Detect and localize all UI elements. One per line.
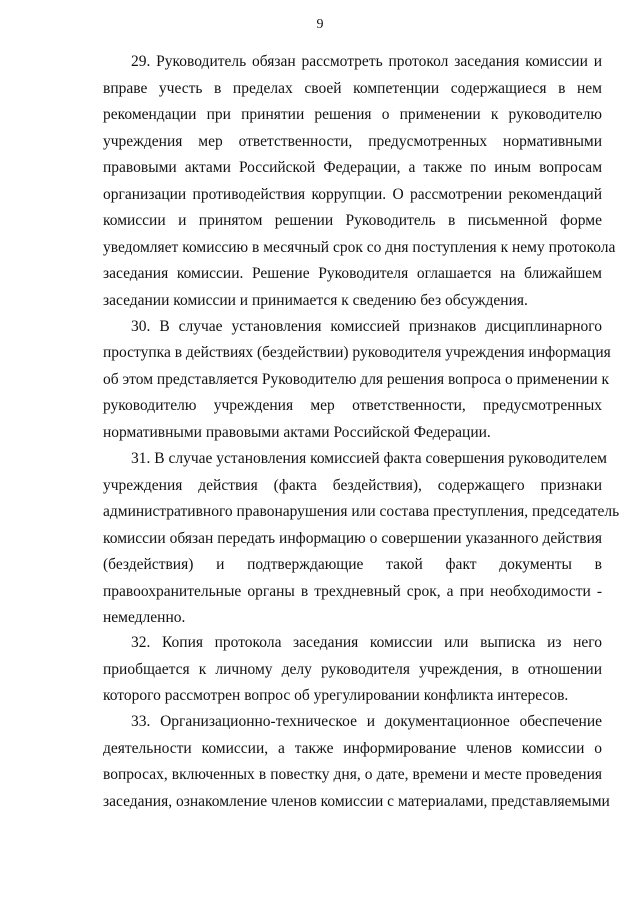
text-line: 31. В случае установления комиссией факта совершения руководителем (131, 450, 607, 467)
text-line: вправе учесть в пределах своей компетенции содержащиеся в нем (103, 80, 602, 97)
text-line: немедленно. (103, 609, 186, 626)
text-line: комиссии и принятом решении Руководитель в письменной форме (103, 212, 602, 229)
text-line: 32. Копия протокола заседания комиссии или выписка из него (131, 634, 602, 651)
text-line: правоохранительные органы в трехдневный срок, а при необходимости - (103, 583, 602, 600)
text-line: правовыми актами Российской Федерации, а также по иным вопросам (103, 159, 602, 176)
page-number: 9 (316, 17, 324, 32)
text-line: заседании комиссии и принимается к сведению без обсуждения. (103, 292, 528, 309)
text-line: приобщается к личному делу руководителя учреждения, в отношении (103, 661, 602, 678)
text-line: комиссии обязан передать информацию о совершении указанного действия (103, 530, 602, 547)
text-line: об этом представляется Руководителю для решения вопроса о применении к (103, 371, 610, 388)
text-line: заседания комиссии. Решение Руководителя оглашается на ближайшем (103, 265, 602, 282)
text-line: рекомендации при принятии решения о применении к руководителю (103, 106, 602, 123)
text-line: заседания, ознакомление членов комиссии с материалами, представляемыми (103, 793, 610, 810)
text-line: проступка в действиях (бездействии) руководителя учреждения информация (103, 344, 611, 361)
text-line: нормативными правовыми актами Российской Федерации. (103, 424, 491, 441)
text-line: 29. Руководитель обязан рассмотреть протокол заседания комиссии и (131, 53, 602, 70)
text-line: учреждения действия (факта бездействия), содержащего признаки (103, 477, 602, 494)
text-line: которого рассмотрен вопрос об урегулировании конфликта интересов. (103, 687, 569, 704)
text-line: административного правонарушения или состава преступления, председатель (103, 503, 620, 520)
text-line: деятельности комиссии, а также информирование членов комиссии о (103, 740, 602, 757)
text-line: 30. В случае установления комиссией признаков дисциплинарного (131, 318, 602, 335)
text-line: организации противодействия коррупции. О рассмотрении рекомендаций (103, 186, 602, 203)
text-line: вопросах, включенных в повестку дня, о дате, времени и месте проведения (103, 766, 602, 783)
text-line: уведомляет комиссию в месячный срок со дня поступления к нему протокола (103, 239, 616, 256)
text-line: 33. Организационно-техническое и документационное обеспечение (131, 713, 602, 730)
text-line: (бездействия) и подтверждающие такой факт документы в (103, 556, 602, 573)
text-line: учреждения мер ответственности, предусмотренных нормативными (103, 133, 602, 150)
text-line: руководителю учреждения мер ответственности, предусмотренных (103, 397, 602, 414)
